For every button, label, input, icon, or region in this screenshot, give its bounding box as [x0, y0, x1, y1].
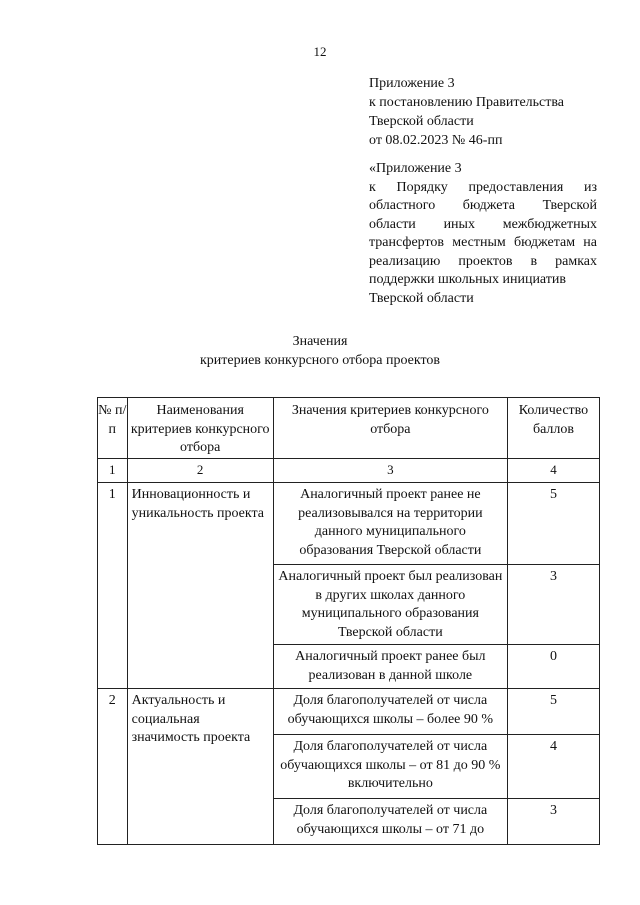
page-number: 12	[313, 44, 327, 59]
appendix-line: Тверской области	[369, 290, 474, 306]
criterion-value: Доля благополучателей от числа обучающихся школы – более 90 %	[273, 689, 507, 735]
criterion-value: Аналогичный проект ранее был реализован в данной школе	[273, 645, 507, 689]
appendix-line: поддержки школьных инициатив	[369, 272, 567, 287]
criterion-value: Аналогичный проект был реализован в других школах данного муниципального образования Тверской области	[273, 565, 507, 645]
criterion-points: 4	[507, 735, 599, 799]
header-line: Тверской области	[369, 114, 474, 129]
row-number: 2	[98, 689, 128, 845]
criterion-value: Аналогичный проект ранее не реализовывался на территории данного муниципального образования Тверской области	[273, 483, 507, 565]
appendix-line: к Порядку предоставления из	[369, 179, 597, 195]
appendix-line: «Приложение 3	[369, 161, 462, 176]
column-number: 3	[273, 458, 507, 483]
table-row	[98, 689, 600, 735]
header-cell-num: № п/п	[98, 398, 128, 459]
criterion-points: 3	[507, 799, 599, 845]
title-line: критериев конкурсного отбора проектов	[199, 353, 441, 368]
column-number: 1	[98, 458, 128, 483]
criterion-name: Инновационность и уникальность проекта	[127, 483, 273, 689]
appendix-line: реализацию проектов в рамках	[369, 253, 597, 269]
criterion-name: Актуальность и социальная значимость проекта	[127, 689, 273, 845]
appendix-block	[369, 160, 597, 308]
header-cell-points: Количество баллов	[507, 398, 599, 459]
criterion-points: 5	[507, 483, 599, 565]
criterion-value: Доля благополучателей от числа обучающихся школы – от 71 до	[273, 799, 507, 845]
header-cell-values: Значения критериев конкурсного отбора	[273, 398, 507, 459]
table-header-row	[98, 398, 600, 459]
appendix-line: трансфертов местным бюджетам на	[369, 235, 597, 250]
header-line: от 08.02.2023 № 46-пп	[369, 133, 503, 148]
column-number: 4	[507, 458, 599, 483]
criterion-value: Доля благополучателей от числа обучающихся школы – от 81 до 90 % включительно	[273, 735, 507, 799]
title-line: Значения	[292, 334, 348, 349]
column-number-row	[98, 458, 600, 483]
column-number: 2	[127, 458, 273, 483]
criterion-points: 3	[507, 565, 599, 645]
criteria-table	[97, 397, 600, 845]
criterion-points: 5	[507, 689, 599, 735]
header-line: Приложение 3	[369, 76, 455, 91]
appendix-line: области иных межбюджетных	[369, 216, 597, 232]
criterion-points: 0	[507, 645, 599, 689]
header-line: к постановлению Правительства	[369, 95, 565, 110]
row-number: 1	[98, 483, 128, 689]
document-title	[0, 332, 640, 370]
header-cell-name: Наименования критериев конкурсного отбора	[127, 398, 273, 459]
appendix-line: областного бюджета Тверской	[369, 198, 597, 213]
header-block	[369, 74, 597, 150]
table-row	[98, 483, 600, 565]
